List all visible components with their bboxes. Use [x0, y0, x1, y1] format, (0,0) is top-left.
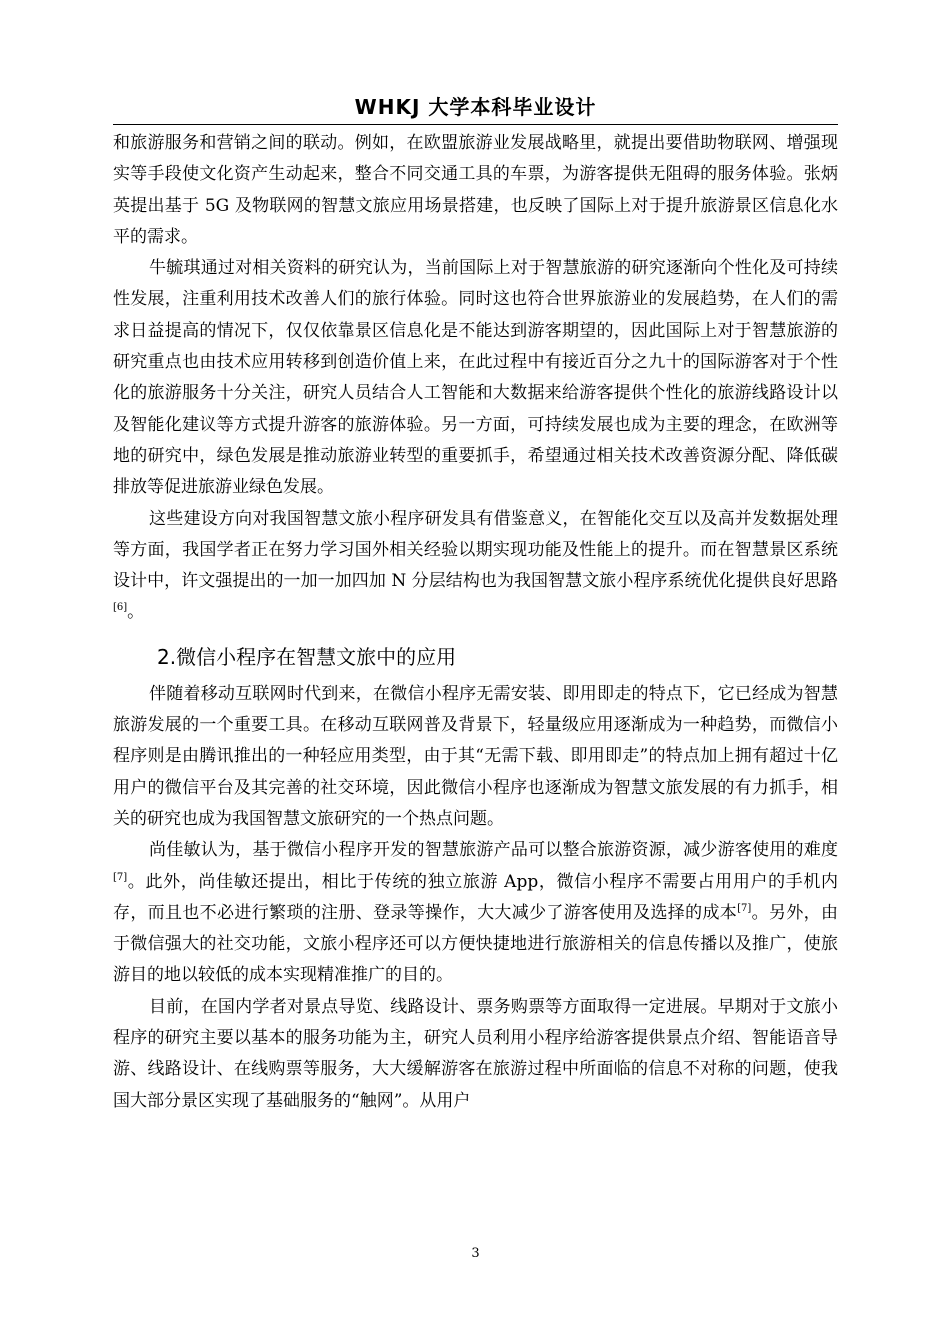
citation-ref: [6]	[113, 602, 128, 614]
paragraph-text: 。另外，由于微信强大的社交功能，文旅小程序还可以方便快捷地进行旅游相关的信息传播以及推广，使旅游目的地以较低的成本实现精准推广的目的。	[113, 902, 838, 986]
header-rule	[113, 124, 838, 125]
citation-ref: [7]	[113, 871, 128, 883]
paragraph: 目前，在国内学者对景点导览、线路设计、票务购票等方面取得一定进展。早期对于文旅小程序的研究主要以基本的服务功能为主，研究人员利用小程序给游客提供景点介绍、智能语音导游、线路设计、在线购票等服务，大大缓解游客在旅游过程中所面临的信息不对称的问题，使我国大部分景区实现了基础服务的“触网”。从用户	[113, 996, 838, 1111]
section-heading: 2.微信小程序在智慧文旅中的应用	[157, 644, 457, 669]
paragraph: 伴随着移动互联网时代到来，在微信小程序无需安装、即用即走的特点下，它已经成为智慧旅游发展的一个重要工具。在移动互联网普及背景下，轻量级应用逐渐成为一种趋势，而微信小程序则是由腾讯推出的一种轻应用类型，由于其“无需下载、即用即走”的特点加上拥有超过十亿用户的微信平台及其完善的社交环境，因此微信小程序也逐渐成为智慧文旅发展的有力抓手，相关的研究也成为我国智慧文旅研究的一个热点问题。	[113, 683, 838, 829]
paragraph-text: 这些建设方向对我国智慧文旅小程序研发具有借鉴意义，在智能化交互以及高并发数据处理等方面，我国学者正在努力学习国外相关经验以期实现功能及性能上的提升。而在智慧景区系统设计中，许文强提出的一加一加四加 N 分层结构也为我国智慧文旅小程序系统优化提供良好思路	[113, 508, 838, 592]
paragraph: 牛毓琪通过对相关资料的研究认为，当前国际上对于智慧旅游的研究逐渐向个性化及可持续性发展，注重利用技术改善人们的旅行体验。同时这也符合世界旅游业的发展趋势，在人们的需求日益提高的情况下，仅仅依靠景区信息化是不能达到游客期望的，因此国际上对于智慧旅游的研究重点也由技术应用转移到创造价值上来，在此过程中有接近百分之九十的国际游客对于个性化的旅游服务十分关注，研究人员结合人工智能和大数据来给游客提供个性化的旅游线路设计以及智能化建议等方式提升游客的旅游体验。另一方面，可持续发展也成为主要的理念，在欧洲等地的研究中，绿色发展是推动旅游业转型的重要抓手，希望通过相关技术改善资源分配、降低碳排放等促进旅游业绿色发展。	[113, 258, 838, 498]
citation-ref: [7]	[737, 902, 752, 914]
page-header: WHKJ 大学本科毕业设计	[354, 95, 597, 119]
page-number: 3	[471, 1246, 480, 1261]
paragraph-text: 尚佳敏认为，基于微信小程序开发的智慧旅游产品可以整合旅游资源，减少游客使用的难度	[149, 840, 838, 861]
paragraph: 和旅游服务和营销之间的联动。例如，在欧盟旅游业发展战略里，就提出要借助物联网、增强现实等手段使文化资产生动起来，整合不同交通工具的车票，为游客提供无阻碍的服务体验。张炳英提出基于 5G 及物联网的智慧文旅应用场景搭建，也反映了国际上对于提升旅游景区信息化水平的需求。	[113, 133, 838, 247]
paragraph-tail: 。	[127, 602, 145, 623]
paragraph-text: 。此外，尚佳敏还提出，相比于传统的独立旅游 App，微信小程序不需要占用用户的手机内存，而且也不必进行繁琐的注册、登录等操作，大大减少了游客使用及选择的成本	[113, 871, 838, 923]
paragraph	[113, 504, 838, 629]
body-text	[113, 128, 838, 1117]
paragraph	[113, 835, 838, 991]
